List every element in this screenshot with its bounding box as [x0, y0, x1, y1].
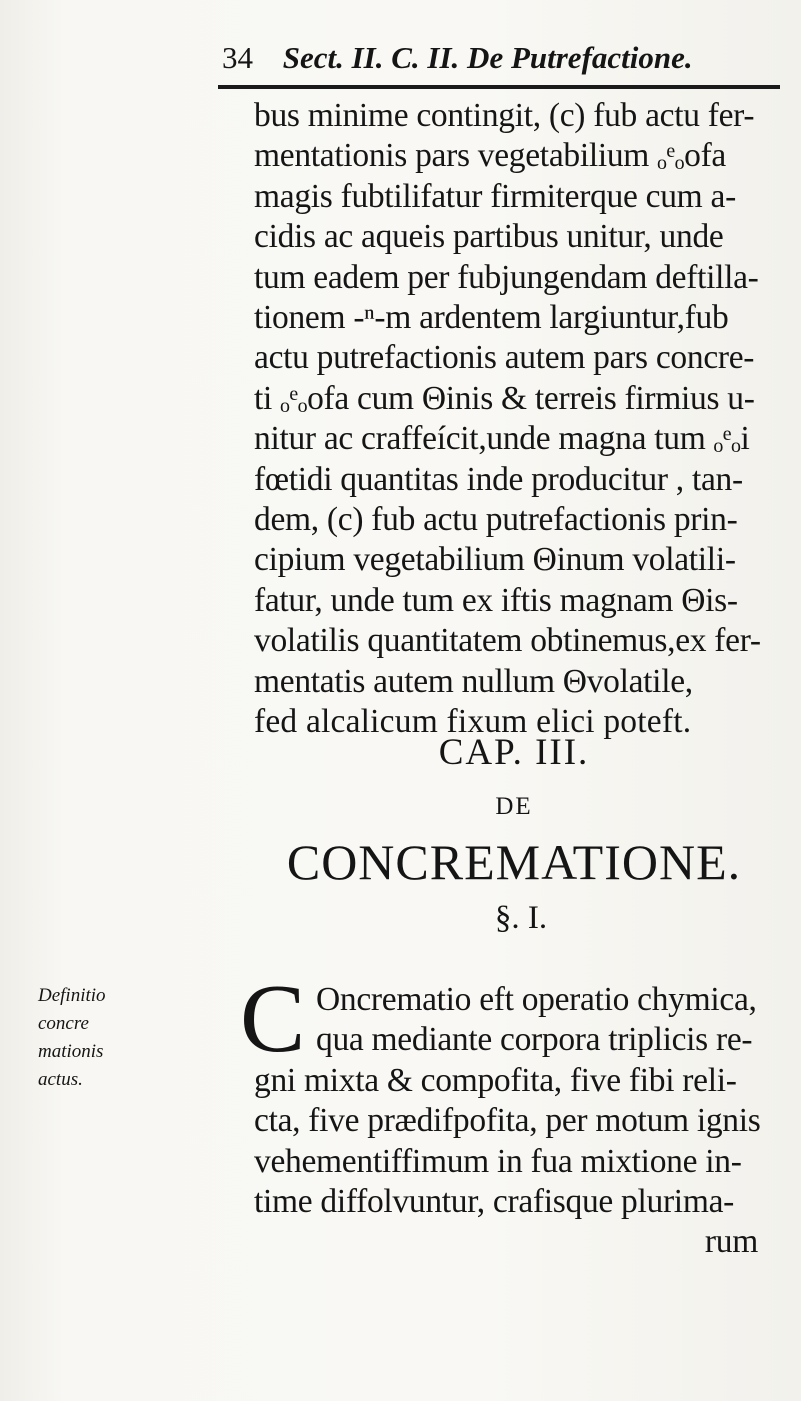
text-line: mentatis autem nullum Θvolatile, [254, 662, 693, 700]
header-rule [218, 85, 780, 89]
text-line: Oncrematio eft operatio chymica, [316, 981, 757, 1018]
text-line: fatur, unde tum ex iftis magnam Θis- [254, 581, 738, 619]
paragraph-definition [240, 965, 794, 1263]
text-line: fed alcalicum fixum elici poteft. [254, 703, 692, 741]
chapter-heading [254, 730, 774, 938]
text-line: qua mediante corpora triplicis re- [316, 1021, 753, 1059]
margin-note-line: Definitio [38, 985, 106, 1006]
paragraph-continued [254, 96, 794, 743]
text-line: actu putrefactionis autem pars concre- [254, 339, 755, 377]
running-header [222, 40, 693, 76]
chapter-title: CONCREMATIONE. [286, 834, 742, 890]
drop-cap: C [240, 965, 306, 1073]
text-line: dem, (c) fub actu putrefactionis prin- [254, 501, 738, 539]
text-line: time diffolvuntur, crafisque plurima- [254, 1183, 734, 1221]
text-line: nitur ac craffeícit,unde magna tum ₒᵉₒi [254, 420, 750, 458]
text-line: volatilis quantitatem obtinemus,ex fer- [254, 622, 761, 660]
text-line: vehementiffimum in fua mixtione in- [254, 1142, 742, 1180]
margin-note-line: actus. [38, 1069, 83, 1090]
text-line: mentationis pars vegetabilium ₒᵉₒofa [254, 137, 727, 175]
text-line: ti ₒᵉₒofa cum Θinis & terreis firmius u- [254, 379, 755, 417]
chapter-number: CAP. III. [438, 732, 590, 773]
page-number: 34 [222, 40, 253, 75]
catchword: rum [704, 1223, 758, 1261]
chapter-preposition: DE [495, 793, 533, 820]
text-line: tionem -ⁿ-m ardentem largiuntur,fub [254, 299, 729, 337]
text-line: magis fubtilifatur firmiterque cum a- [254, 177, 736, 215]
text-line: fœtidi quantitas inde producitur , tan- [254, 460, 743, 498]
text-line: tum eadem per fubjungendam deftilla- [254, 258, 759, 296]
margin-note-line: mationis [38, 1041, 104, 1062]
text-line: bus minime contingit, (c) fub actu fer- [254, 97, 755, 134]
margin-note [38, 982, 116, 1094]
text-line: cipium vegetabilium Θinum volatili- [254, 541, 736, 579]
text-line: gni mixta & compofita, five fibi reli- [254, 1061, 737, 1099]
text-line: cidis ac aqueis partibus unitur, unde [254, 218, 724, 256]
margin-note-line: concre [38, 1013, 89, 1034]
text-line: cta, five prædifpofita, per motum ignis [254, 1102, 761, 1140]
section-number: §. I. [494, 900, 548, 936]
running-title: Sect. II. C. II. De Putrefactione. [282, 40, 693, 75]
